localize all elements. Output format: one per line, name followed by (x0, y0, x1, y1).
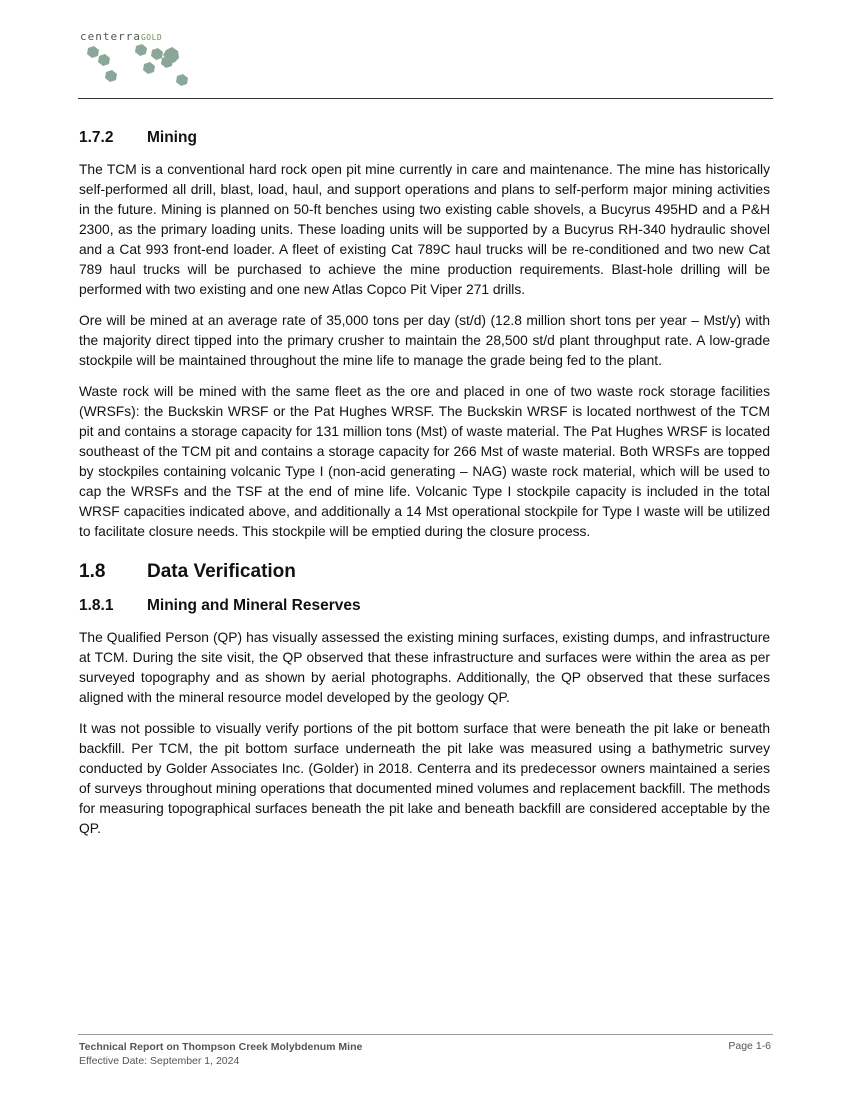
logo-suffix: GOLD (140, 33, 163, 42)
section-number: 1.8 (79, 561, 106, 582)
logo-main: centerra (80, 30, 141, 43)
page-footer (79, 1040, 362, 1068)
section-heading-1-8-1 (79, 596, 770, 616)
page-number: Page 1-6 (728, 1040, 771, 1052)
report-title: Technical Report on Thompson Creek Molybdenum Mine (79, 1041, 363, 1053)
section-title: Mining and Mineral Reserves (147, 597, 361, 614)
effective-date: Effective Date: September 1, 2024 (79, 1055, 240, 1067)
company-logo-text (80, 30, 162, 43)
hexagon-logo-icon (78, 44, 198, 96)
section-number: 1.8.1 (79, 597, 114, 614)
section-heading-1-8 (79, 560, 770, 584)
section-title: Data Verification (147, 561, 296, 582)
paragraph: Ore will be mined at an average rate of 35,000 tons per day (st/d) (12.8 million short tons per year – Mst/y) with the majority direct tipped into the primary crusher to maintain the 28,500 st/d plant throughput rate. A low-grade stockpile will be maintained throughout the mine life to manage the grade being fed to the plant. (79, 313, 770, 368)
paragraph: The Qualified Person (QP) has visually assessed the existing mining surfaces, existing dumps, and infrastructure at TCM. During the site visit, the QP observed that these infrastructure and surfaces were within the area as per surveyed topography and as shown by aerial photographs. Additionally, the QP observed that these surfaces aligned with the mineral resource model developed by the geology QP. (79, 630, 770, 705)
section-heading-1-7-2 (79, 128, 770, 148)
paragraph: It was not possible to visually verify portions of the pit bottom surface that were beneath the pit lake or beneath backfill. Per TCM, the pit bottom surface underneath the pit lake was measured using a bathymetric survey conducted by Golder Associates Inc. (Golder) in 2018. Centerra and its predecessor owners maintained a series of surveys throughout mining operations that documented mined volumes and replacement backfill. The methods for measuring topographical surfaces beneath the pit lake and beneath backfill are considered acceptable by the QP. (79, 721, 770, 836)
header-divider (78, 98, 773, 99)
section-number: 1.7.2 (79, 129, 114, 146)
paragraph: The TCM is a conventional hard rock open pit mine currently in care and maintenance. The mine has historically self-performed all drill, blast, load, haul, and support operations and plans to self-perform major mining activities in the future. Mining is planned on 50-ft benches using two existing cable shovels, a Bucyrus 495HD and a P&H 2300, as the primary loading units. These loading units will be supported by a Bucyrus RH-340 hydraulic shovel and a Cat 993 front-end loader. A fleet of existing Cat 789C haul trucks will be re-conditioned and two new Cat 789 haul trucks will be purchased to achieve the mine production requirements. Blast-hole drilling will be performed with two existing and one new Atlas Copco Pit Viper 271 drills. (79, 162, 770, 297)
footer-divider (78, 1034, 773, 1035)
page-header (78, 28, 773, 100)
document-body (79, 128, 770, 850)
paragraph: Waste rock will be mined with the same fleet as the ore and placed in one of two waste rock storage facilities (WRSFs): the Buckskin WRSF or the Pat Hughes WRSF. The Buckskin WRSF is located northwest of the TCM pit and contains a storage capacity for 131 million tons (Mst) of waste material. The Pat Hughes WRSF is located southeast of the TCM pit and contains a storage capacity for 266 Mst of waste material. Both WRSFs are topped by stockpiles containing volcanic Type I (non-acid generating – NAG) waste rock material, which will be used to cap the WRSFs and the TSF at the end of mine life. Volcanic Type I stockpile capacity is included in the total WRSF capacities indicated above, and additionally a 14 Mst operational stockpile for Type I waste will be utilized to facilitate closure needs. This stockpile will be emptied during the closure process. (79, 384, 770, 539)
section-title: Mining (147, 129, 197, 146)
